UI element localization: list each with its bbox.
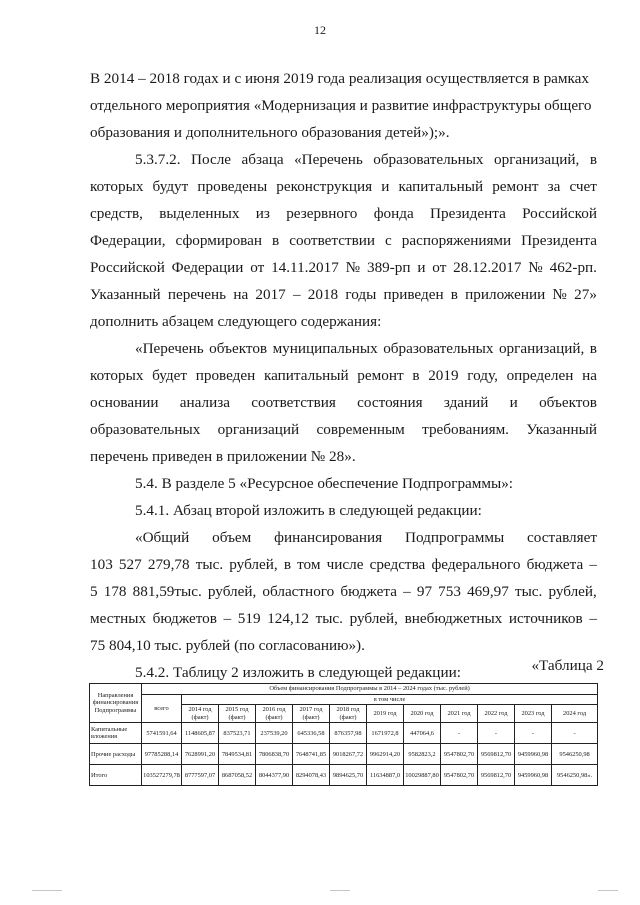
word: образовательных	[90, 421, 201, 438]
table-cell: 9547802,70	[441, 765, 478, 786]
word: №	[345, 259, 361, 276]
word: 14.11.2017	[271, 259, 339, 276]
text-line	[135, 151, 597, 169]
row-label: Итого	[90, 765, 142, 786]
word: 469,97	[467, 583, 509, 600]
text-line	[90, 205, 597, 223]
word: средств,	[90, 205, 143, 222]
word: в	[272, 232, 280, 249]
word: Президента	[521, 232, 597, 249]
word: в	[589, 340, 597, 357]
word: объектов	[209, 340, 268, 357]
word: выделенных	[159, 205, 240, 222]
text-line: дополнить абзацем следующего содержания:	[90, 313, 382, 330]
word: Президента	[430, 205, 506, 222]
word: реконструкция	[276, 178, 373, 195]
word: бюджета	[526, 556, 584, 573]
word: зданий	[443, 394, 489, 411]
word: финансирования	[274, 529, 383, 546]
word: и	[509, 394, 518, 411]
word: Федерации,	[90, 232, 166, 249]
word: сформирован	[175, 232, 263, 249]
table-cell: -	[478, 723, 515, 744]
word: образовательных	[383, 340, 494, 357]
table-cell: 5741591,64	[142, 723, 182, 744]
word: в	[450, 286, 458, 303]
table-cell: 237539,20	[256, 723, 293, 744]
word: –	[589, 556, 597, 573]
year-header: 2022 год	[478, 705, 515, 723]
table-cell: 1148605,87	[182, 723, 219, 744]
word: 2019	[428, 367, 459, 384]
word: «Перечень	[294, 151, 363, 168]
text-line	[90, 286, 597, 304]
word: 97	[416, 583, 433, 600]
table-row	[90, 723, 598, 744]
word: перечень	[167, 286, 227, 303]
word: –	[403, 583, 411, 600]
word: году,	[467, 367, 498, 384]
word: рублей,	[207, 583, 257, 600]
word: 124,12	[267, 610, 309, 627]
row-label: Капитальные вложения	[90, 723, 142, 744]
word: ремонт	[492, 178, 539, 195]
table-cell: 97785288,14	[142, 744, 182, 765]
word: 103	[90, 556, 113, 573]
word: –	[589, 610, 597, 627]
text-line	[90, 394, 597, 412]
word: бюджета	[340, 583, 397, 600]
word: приложении	[465, 286, 546, 303]
table-cell: 9569812,70	[478, 765, 515, 786]
word: организаций	[217, 421, 300, 438]
text-line	[90, 178, 597, 196]
word: абзаца	[241, 151, 284, 168]
word: основании	[90, 394, 159, 411]
word: –	[223, 610, 232, 627]
year-header: 2020 год	[404, 705, 441, 723]
table-cell: 10029887,80	[404, 765, 441, 786]
word: рублей,	[229, 556, 278, 573]
word: счет	[569, 178, 597, 195]
word: –	[292, 286, 301, 303]
word: от	[432, 259, 447, 276]
word: объектов	[539, 394, 597, 411]
year-header: 2014 год (факт)	[182, 705, 219, 723]
table-cell: -	[552, 723, 598, 744]
word: тыс.	[514, 583, 543, 600]
word: образовательных	[373, 151, 484, 168]
corner-header: Направления финансирования Подпрограммы	[90, 684, 142, 723]
table-cell: 9547802,70	[441, 744, 478, 765]
word: состояния	[357, 394, 423, 411]
table-body	[90, 723, 598, 786]
word: капитальный	[398, 178, 484, 195]
table-cell: 8777597,07	[182, 765, 219, 786]
word: 753	[438, 583, 461, 600]
table-cell: 1671972,8	[367, 723, 404, 744]
word: ремонт	[357, 367, 404, 384]
word: тыс.	[195, 556, 224, 573]
word: распоряжениями	[401, 232, 512, 249]
word: проведены	[197, 178, 268, 195]
word: внебюджетных	[404, 610, 503, 627]
word: организаций,	[498, 340, 585, 357]
table-cell: -	[441, 723, 478, 744]
page-number: 12	[314, 23, 326, 37]
word: После	[191, 151, 232, 168]
table-cell: 447064,6	[404, 723, 441, 744]
table-cell: 837523,71	[219, 723, 256, 744]
text-line	[90, 232, 597, 250]
word: 279,78	[147, 556, 190, 573]
table-cell: 876357,98	[330, 723, 367, 744]
table-cell: 7628991,20	[182, 744, 219, 765]
scan-mark	[598, 890, 618, 891]
word: 881,59тыс.	[132, 583, 202, 600]
table-cell: 9569812,70	[478, 744, 515, 765]
table-cell: 645336,58	[293, 723, 330, 744]
word: 462-рп.	[549, 259, 597, 276]
table-cell: 8294078,43	[293, 765, 330, 786]
word: муниципальных	[272, 340, 378, 357]
word: числе	[326, 556, 364, 573]
word: современным	[316, 421, 405, 438]
word: «Общий	[135, 529, 190, 546]
table-cell: 9459960,98	[515, 765, 552, 786]
text-line: перечень приведен в приложении № 28».	[90, 448, 356, 465]
word: рублей,	[548, 583, 597, 600]
text-line: В 2014 – 2018 годах и с июня 2019 года реализация осуществляется в рамках	[90, 70, 590, 87]
word: годы	[345, 286, 377, 303]
word: средства	[369, 556, 426, 573]
word: Федерации	[171, 259, 244, 276]
text-line	[90, 421, 597, 439]
word: резервного	[286, 205, 358, 222]
word: федерального	[431, 556, 521, 573]
word: источников	[508, 610, 583, 627]
table-caption: «Таблица 2	[531, 657, 604, 674]
word: которых	[90, 178, 144, 195]
word: и	[417, 259, 426, 276]
text-line	[90, 556, 597, 574]
text-line	[135, 340, 597, 358]
word: 5.3.7.2.	[135, 151, 181, 168]
total-header: всего	[142, 694, 182, 723]
word: 5	[90, 583, 98, 600]
word: соответствия	[251, 394, 336, 411]
word: будет	[152, 367, 188, 384]
word: бюджетов	[152, 610, 217, 627]
table-cell: -	[515, 723, 552, 744]
year-header: 2024 год	[552, 705, 598, 723]
year-header: 2021 год	[441, 705, 478, 723]
year-header: 2016 год (факт)	[256, 705, 293, 723]
table-row	[90, 744, 598, 765]
year-header: 2018 год (факт)	[330, 705, 367, 723]
text-line	[90, 583, 597, 601]
word: анализа	[179, 394, 230, 411]
table-cell: 7806838,70	[256, 744, 293, 765]
word: том	[297, 556, 321, 573]
text-line	[90, 610, 597, 628]
word: 389-рп	[366, 259, 411, 276]
word: с	[385, 232, 392, 249]
word: №	[528, 259, 543, 276]
word: из	[255, 205, 270, 222]
year-header: 2017 год (факт)	[293, 705, 330, 723]
word: 2017	[255, 286, 286, 303]
table-cell: 103527279,78	[142, 765, 182, 786]
text-line	[90, 259, 597, 277]
text-line: 5.4.2. Таблицу 2 изложить в следующей редакции:	[135, 664, 461, 681]
text-line: образования и дополнительного образования детей»);».	[90, 124, 450, 141]
sub-header: в том числе	[182, 694, 598, 705]
word: 519	[237, 610, 261, 627]
table-cell: 11634887,0	[367, 765, 404, 786]
word: 27»	[574, 286, 597, 303]
word: на	[233, 286, 249, 303]
word: которых	[90, 367, 144, 384]
word: Российской	[90, 259, 165, 276]
table-cell: 7849534,81	[219, 744, 256, 765]
row-label: Прочие расходы	[90, 744, 142, 765]
word: рублей,	[349, 610, 398, 627]
word: будут	[152, 178, 189, 195]
table-cell: 9546250,98».	[552, 765, 598, 786]
text-line: 75 804,10 тыс. рублей (по согласованию»).	[90, 637, 365, 654]
word: областного	[262, 583, 335, 600]
word: и	[381, 178, 390, 195]
word: приведен	[383, 286, 444, 303]
word: №	[552, 286, 567, 303]
word: 527	[118, 556, 142, 573]
word: фонда	[373, 205, 414, 222]
scan-mark	[330, 890, 350, 891]
word: в	[283, 556, 291, 573]
table-cell: 9894625,70	[330, 765, 367, 786]
scan-mark	[32, 890, 62, 891]
year-header: 2019 год	[367, 705, 404, 723]
word: требованиям.	[422, 421, 509, 438]
table-cell: 9018267,72	[330, 744, 367, 765]
year-header: 2015 год (факт)	[219, 705, 256, 723]
word: за	[547, 178, 561, 195]
group-header: Объем финансирования Подпрограммы в 2014 – 2024 годах (тыс. рублей)	[142, 684, 598, 695]
word: Указанный	[90, 286, 161, 303]
word: капитальный	[263, 367, 349, 384]
text-line	[90, 367, 597, 385]
word: организаций,	[494, 151, 580, 168]
table-cell: 8044377,90	[256, 765, 293, 786]
word: проведен	[195, 367, 256, 384]
text-line: 5.4.1. Абзац второй изложить в следующей редакции:	[135, 502, 482, 519]
word: в	[412, 367, 420, 384]
word: от	[250, 259, 265, 276]
word: определен	[506, 367, 574, 384]
table-cell: 7648741,85	[293, 744, 330, 765]
year-header: 2023 год	[515, 705, 552, 723]
word: 28.12.2017	[453, 259, 522, 276]
word: Подпрограммы	[405, 529, 505, 546]
table-row	[90, 765, 598, 786]
word: тыс.	[315, 610, 343, 627]
word: объем	[212, 529, 252, 546]
table-cell: 9546250,98	[552, 744, 598, 765]
word: «Перечень	[135, 340, 204, 357]
word: составляет	[527, 529, 597, 546]
word: местных	[90, 610, 147, 627]
table-cell: 8687058,52	[219, 765, 256, 786]
text-line: отдельного мероприятия «Модернизация и развитие инфраструктуры общего	[90, 97, 592, 114]
financing-table	[89, 683, 598, 786]
word: 178	[103, 583, 127, 600]
table-cell: 9582823,2	[404, 744, 441, 765]
word: на	[582, 367, 597, 384]
text-line	[135, 529, 597, 547]
word: в	[589, 151, 597, 168]
word: 2018	[307, 286, 339, 303]
text-line: 5.4. В разделе 5 «Ресурсное обеспечение Подпрограммы»:	[135, 475, 514, 492]
word: соответствии	[289, 232, 376, 249]
word: Российской	[522, 205, 597, 222]
table-cell: 9459960,98	[515, 744, 552, 765]
table-cell: 9962914,20	[367, 744, 404, 765]
word: Указанный	[526, 421, 597, 438]
